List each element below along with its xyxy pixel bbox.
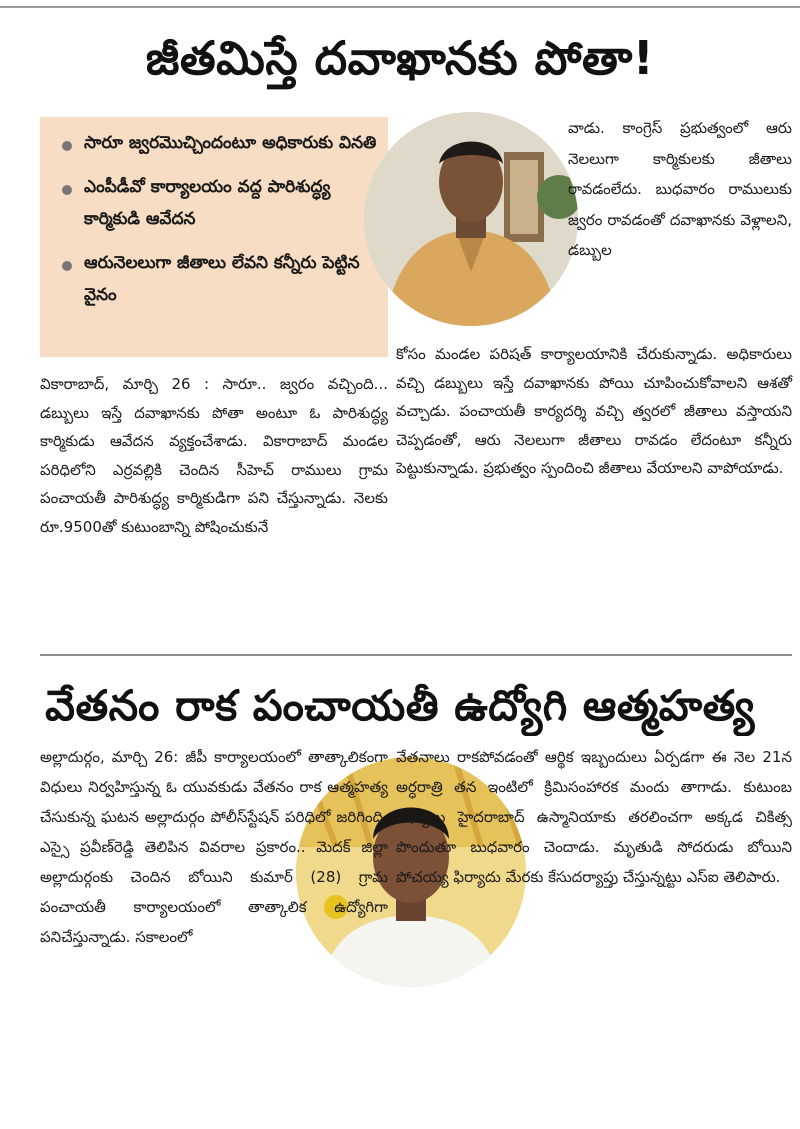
highlight-text: ఆరునెలలుగా జీతాలు లేవని కన్నీరు పెట్టిన వైనం xyxy=(84,253,360,305)
article2-body-right xyxy=(396,742,792,892)
bullet-icon xyxy=(62,261,72,271)
article1-photo xyxy=(364,112,578,326)
article1-body-left xyxy=(40,370,388,542)
highlight-item xyxy=(62,247,380,311)
article1-text-right-bottom: కోసం మండల పరిషత్ కార్యాలయానికి చేరుకున్నాడు. అధికారులు వచ్చి డబ్బులు ఇస్తే దవాఖానకు పోయి చూపించుకోవాలని ఆశతో వచ్చాడు. పంచాయతీ కార్యదర్శి వచ్చి త్వరలో జీతాలు వస్తాయని చెప్పడంతో, ఆరు నెలలుగా జీతాలు రావడం లేదంటూ కన్నీరు పెట్టుకున్నాడు. ప్రభుత్వం స్పందించి జీతాలు వేయాలని వాపోయాడు. xyxy=(396,345,792,478)
highlight-item xyxy=(62,127,380,159)
top-rule xyxy=(0,6,800,8)
article1-headline: జీతమిస్తే దవాఖానకు పోతా! xyxy=(145,31,655,85)
article1-text-left: వికారాబాద్, మార్చి 26 : సారూ.. జ్వరం వచ్చింది... డబ్బులు ఇస్తే దవాఖానకు పోతా అంటూ ఓ పారిశుద్ధ్య కార్మికుడు ఆవేదన వ్యక్తంచేశాడు. వికారాబాద్ మండల పరిధిలోని ఎర్రవల్లికి చెందిన సీహెచ్ రాములు గ్రామ పంచాయతీ పారిశుద్ధ్య కార్మికుడిగా పని చేస్తున్నాడు. నెలకు రూ.9500తో కుటుంబాన్ని పోషించుకునే xyxy=(40,375,388,536)
article1-body-right-bottom xyxy=(396,340,792,483)
article1-body-right-top xyxy=(568,113,792,266)
bullet-icon xyxy=(62,185,72,195)
article1-text-right-top: వాడు. కాంగ్రెస్ ప్రభుత్వంలో ఆరు నెలలుగా కార్మికులకు జీతాలు రావడంలేదు. బుధవారం రాములుకు జ్వరం రావడంతో దవాఖానకు వెళ్లాలని, డబ్బుల xyxy=(568,119,792,259)
article-divider xyxy=(40,654,792,656)
article2-headline: వేతనం రాక పంచాయతీ ఉద్యోగి ఆత్మహత్య xyxy=(45,681,755,730)
article2-text-left: అల్లాదుర్గం, మార్చి 26: జీపీ కార్యాలయంలో తాత్కాలికంగా విధులు నిర్వహిస్తున్న ఓ యువకుడు వేతనం రాక ఆత్మహత్య చేసుకున్న ఘటన అల్లాదుర్గం పోలీస్‌స్టేషన్ పరిధిలో జరిగింది. ఎస్సై ప్రవీణ్‌రెడ్డి తెలిపిన వివరాల ప్రకారం.. మెదక్ జిల్లా అల్లాదుర్గంకు చెందిన బోయిని కుమార్ (28) గ్రామ పంచాయతీ కార్యాలయంలో తాత్కాలిక ఉద్యోగిగా పనిచేస్తున్నాడు. సకాలంలో xyxy=(40,748,388,946)
highlight-item xyxy=(62,171,380,235)
man-portrait-image xyxy=(364,112,578,326)
article2-text-right: వేతనాలు రాకపోవడంతో ఆర్థిక ఇబ్బందులు ఏర్పడగా ఈ నెల 21న అర్ధరాత్రి తన ఇంటిలో క్రిమిసంహారక మందు తాగాడు. కుటుంబ సభ్యులు హైదరాబాద్ ఉస్మానియాకు తరలించగా అక్కడ చికిత్స పొందుతూ బుధవారం చెందాడు. మృతుడి సోదరుడు బోయిని పోచయ్య ఫిర్యాదు మేరకు కేసుదర్యాప్తు చేస్తున్నట్టు ఎస్ఐ తెలిపారు. xyxy=(396,748,792,886)
article1-highlights-box xyxy=(40,117,388,357)
highlight-text: సారూ జ్వరమొచ్చిందంటూ అధికారుకు వినతి xyxy=(84,133,377,153)
bullet-icon xyxy=(62,141,72,151)
highlight-text: ఎంపీడీవో కార్యాలయం వద్ద పారిశుద్ధ్య కార్మికుడి ఆవేదన xyxy=(84,177,331,229)
article2-body-left xyxy=(40,742,388,952)
